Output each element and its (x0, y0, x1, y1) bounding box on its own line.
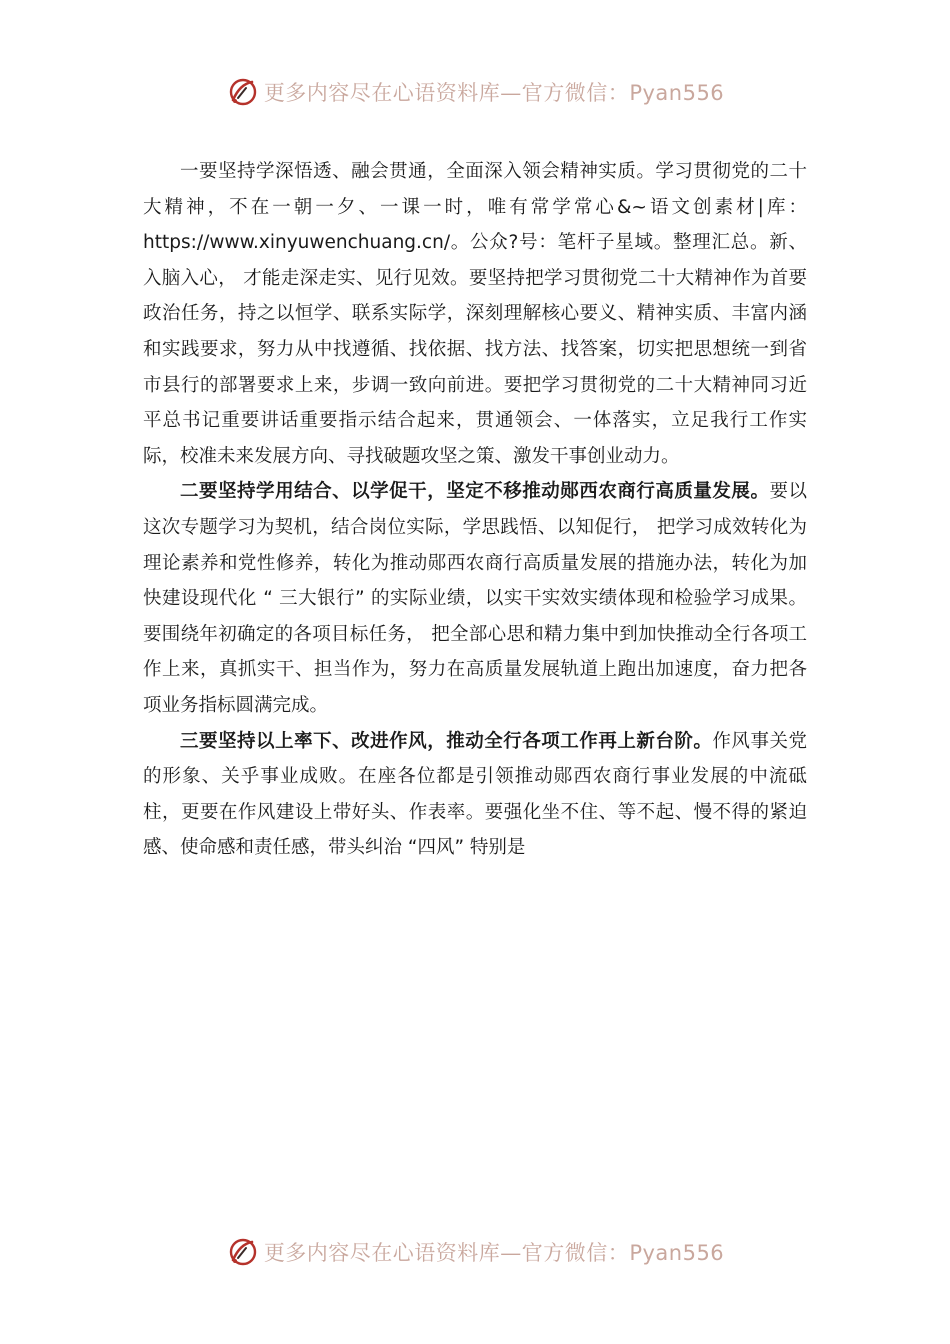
paragraph-3-lead: 三要坚持以上率下、改进作风，推动全行各项工作再上新台阶。 (180, 730, 713, 752)
paragraph-1 (143, 154, 807, 474)
paragraph-2-body: 要以这次专题学习为契机，结合岗位实际，学思践悟、以知促行， 把学习成效转化为理论素养和党性修养，转化为推动郧西农商行高质量发展的措施办法，转化为加快建设现代化 “ 三大银行” 的实际业绩，以实干实效实绩体现和检验学习成果。要围绕年初确定的各项目标任务， 把全部心思和精力集中到加快推动全行各项工作上来，真抓实干、担当作为，努力在高质量发展轨道上跑出加速度，奋力把各项业务指标圆满完成。 (143, 481, 807, 716)
footer-wechat-handle: Pyan556 (629, 1241, 725, 1265)
brand-logo-icon (226, 1236, 258, 1268)
footer-banner (0, 1232, 950, 1272)
paragraph-3-body: 作风事关党的形象、关乎事业成败。在座各位都是引领推动郧西农商行事业发展的中流砥柱，更要在作风建设上带好头、作表率。要强化坐不住、等不起、慢不得的紧迫感、使命感和责任感，带头纠治 “四风” 特别是 (143, 730, 807, 859)
header-wechat-handle: Pyan556 (629, 81, 725, 105)
header-banner (0, 72, 950, 112)
paragraph-2 (143, 474, 807, 723)
paragraph-2-lead: 二要坚持学用结合、以学促干，坚定不移推动郧西农商行高质量发展。 (180, 481, 770, 503)
header-banner-text: 更多内容尽在心语资料库—官方微信：Pyan556 (263, 81, 725, 105)
brand-logo-icon (226, 76, 258, 108)
paragraph-3 (143, 724, 807, 866)
paragraph-1-body: 一要坚持学深悟透、融会贯通，全面深入领会精神实质。学习贯彻党的二十大精神，不在一朝一夕、一课一时，唯有常学常心&~语文创素材|库：https://www.xinyuwenchuang.cn/。公众?号：笔杆子星域。整理汇总。新、入脑入心， 才能走深走实、见行见效。要坚持把学习贯彻党二十大精神作为首要政治任务，持之以恒学、联系实际学，深刻理解核心要义、精神实质、丰富内涵和实践要求，努力从中找遵循、找依据、找方法、找答案，切实把思想统一到省市县行的部署要求上来，步调一致向前进。要把学习贯彻党的二十大精神同习近平总书记重要讲话重要指示结合起来，贯通领会、一体落实，立足我行工作实际，校准未来发展方向、寻找破题攻坚之策、激发干事创业动力。 (143, 161, 807, 467)
footer-banner-text: 更多内容尽在心语资料库—官方微信：Pyan556 (263, 1241, 725, 1265)
document-body (143, 154, 807, 866)
